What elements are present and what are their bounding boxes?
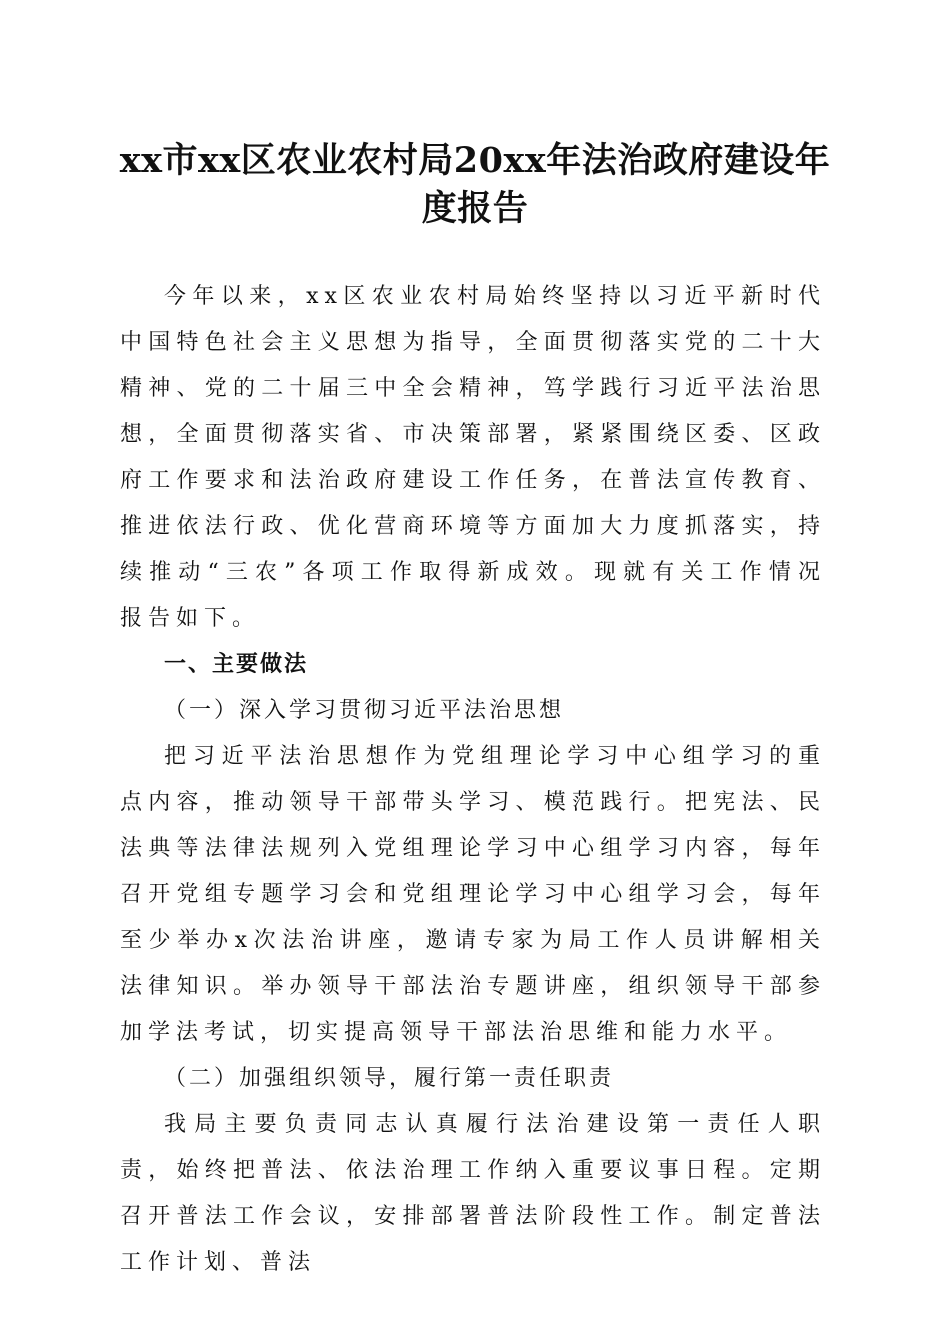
document-title [100,137,850,233]
subsection-heading-2: （二）加强组织领导，履行第一责任职责 [164,1066,615,1091]
title-line-1: xx市xx区农业农村局20xx年法治政府建设年 [119,140,831,181]
document-body [120,274,826,1286]
subsection-heading-1: （一）深入学习贯彻习近平法治思想 [164,698,565,723]
section-heading-main-practices: 一、主要做法 [164,652,309,677]
subsection-2-paragraph: 我局主要负责同志认真履行法治建设第一责任人职责，始终把普法、依法治理工作纳入重要议事日程。定期召开普法工作会议，安排部署普法阶段性工作。制定普法工作计划、普法 [120,1112,826,1275]
title-line-2: 度报告 [421,188,529,229]
subsection-1-paragraph: 把习近平法治思想作为党组理论学习中心组学习的重点内容，推动领导干部带头学习、模范践行。把宪法、民法典等法律法规列入党组理论学习中心组学习内容，每年召开党组专题学习会和党组理论学习中心组学习会，每年至少举办x次法治讲座，邀请专家为局工作人员讲解相关法律知识。举办领导干部法治专题讲座，组织领导干部参加学法考试，切实提高领导干部法治思维和能力水平。 [120,744,826,1045]
intro-paragraph: 今年以来，xx区农业农村局始终坚持以习近平新时代中国特色社会主义思想为指导，全面贯彻落实党的二十大精神、党的二十届三中全会精神，笃学践行习近平法治思想，全面贯彻落实省、市决策部署，紧紧围绕区委、区政府工作要求和法治政府建设工作任务，在普法宣传教育、推进依法行政、优化营商环境等方面加大力度抓落实，持续推动“三农”各项工作取得新成效。现就有关工作情况报告如下。 [120,284,826,631]
